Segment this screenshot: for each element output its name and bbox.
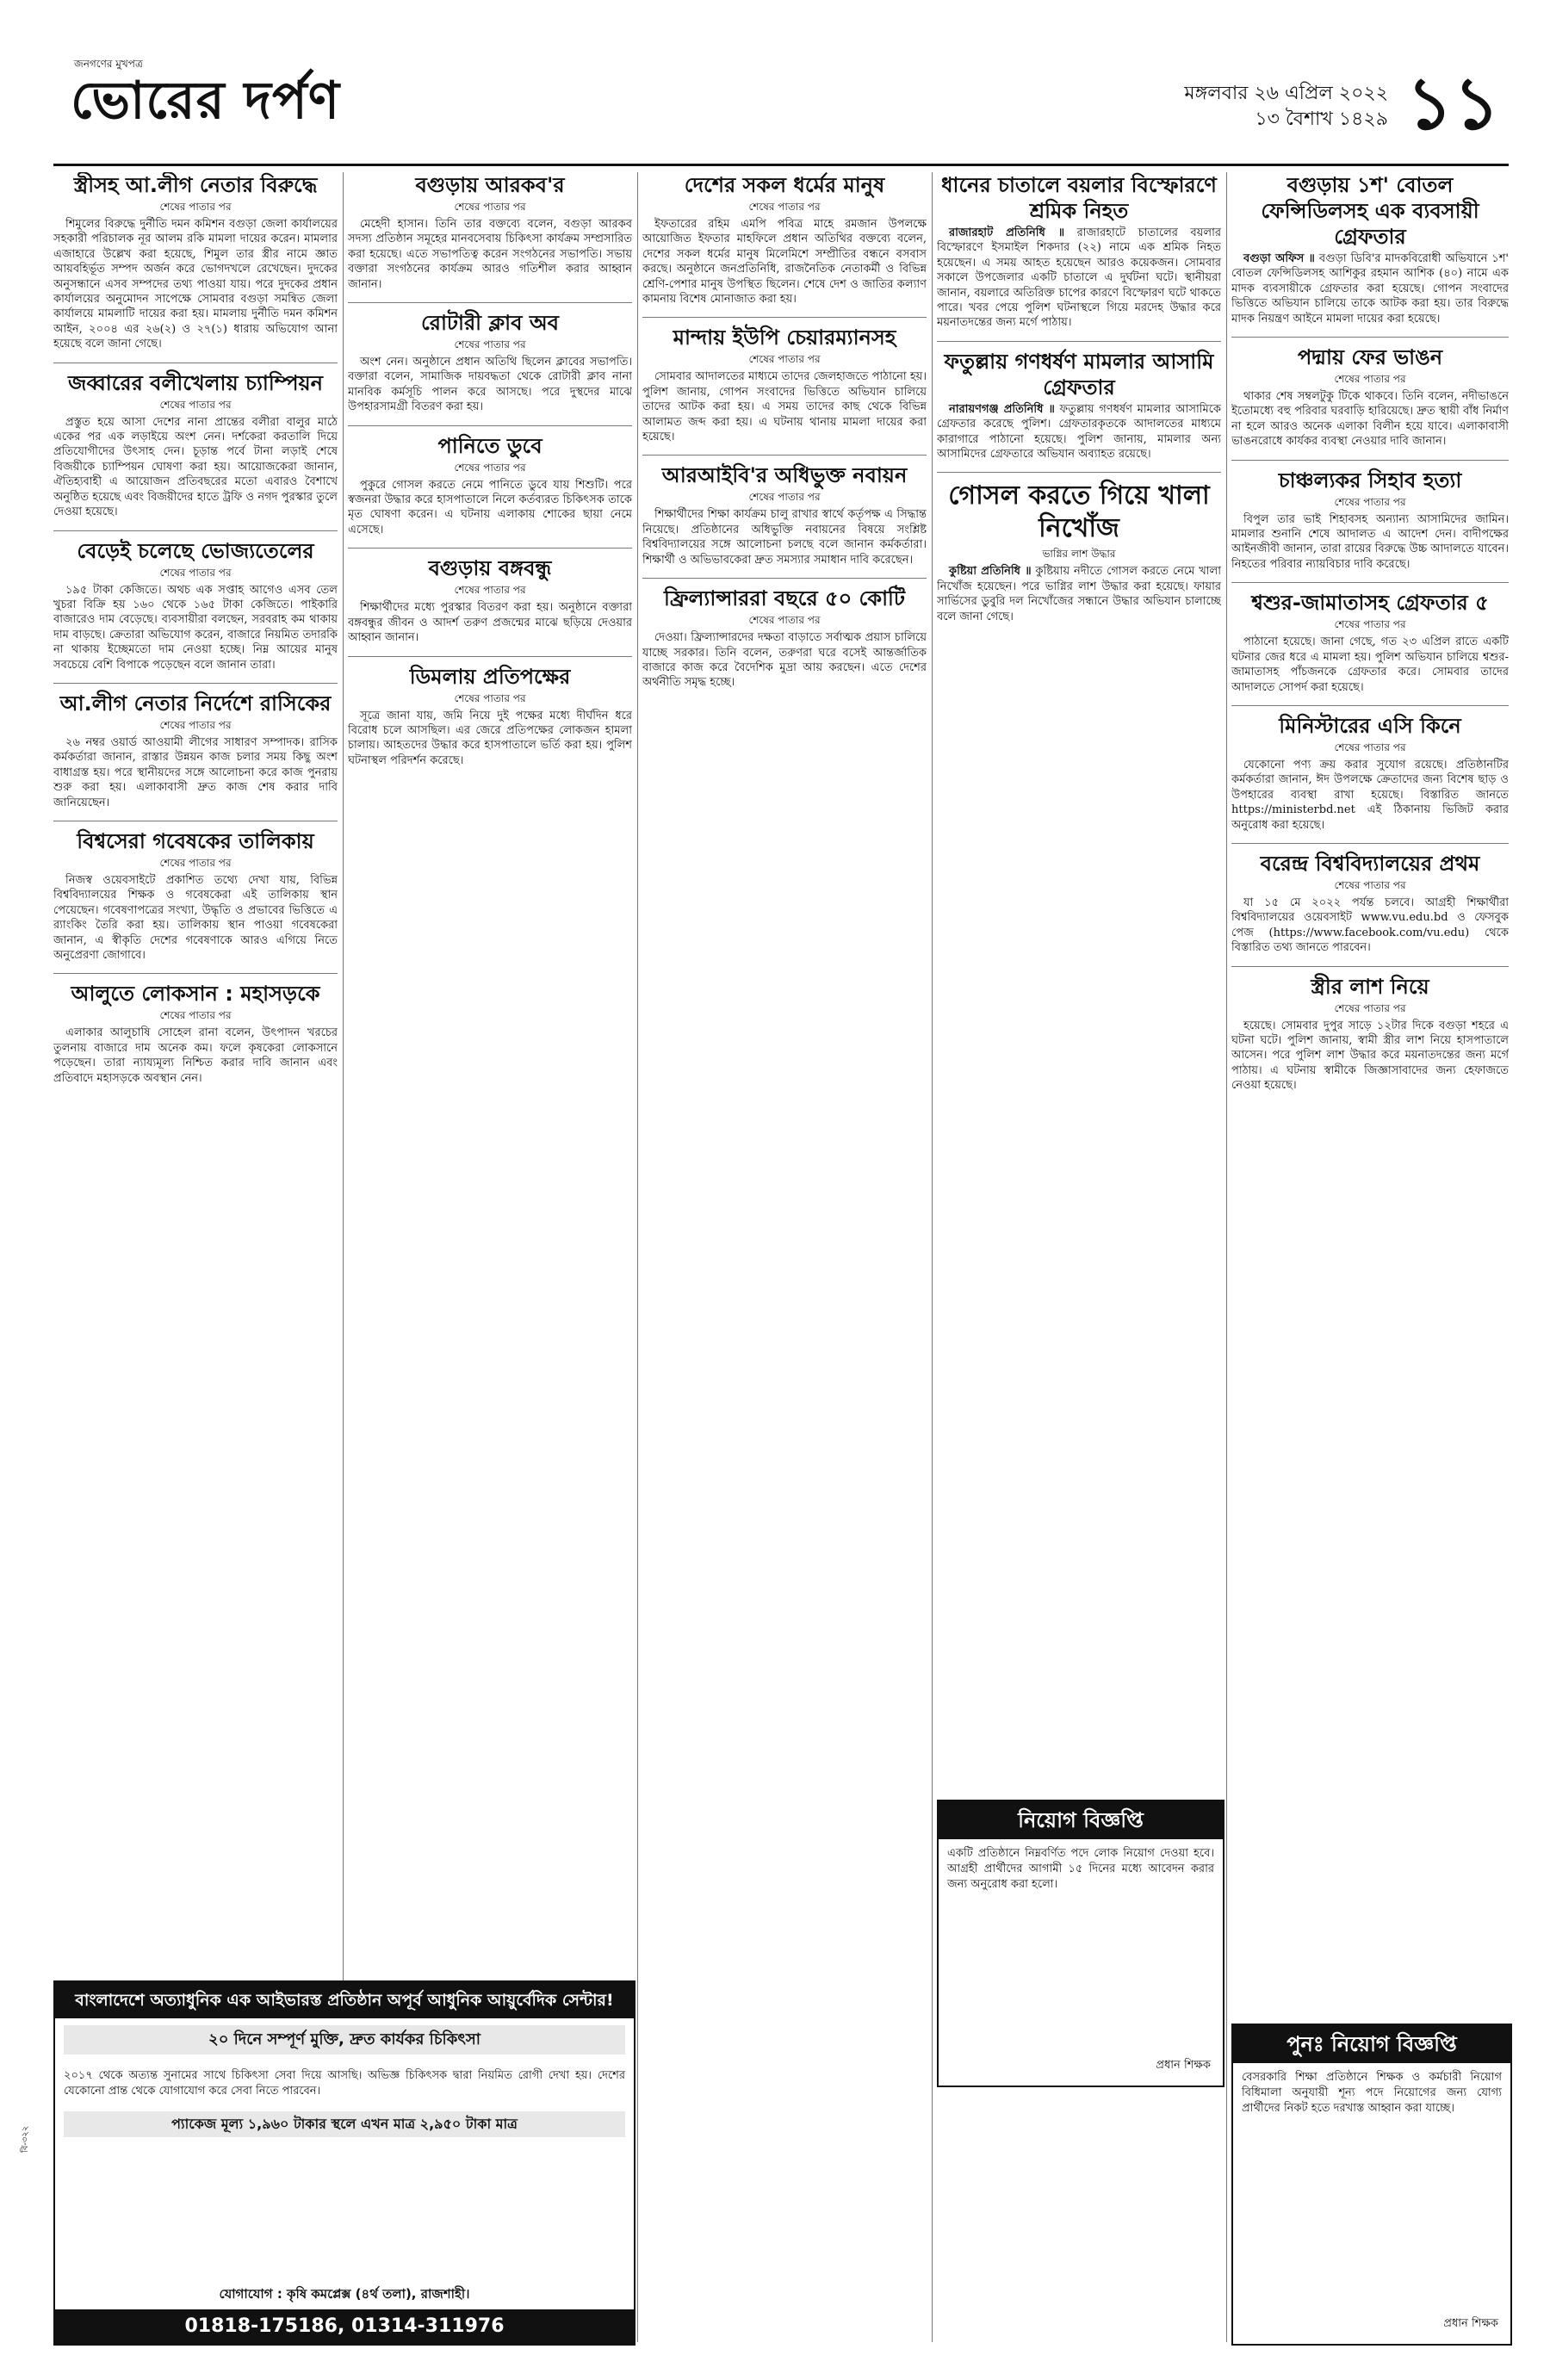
kicker: শেষের পাতার পর (454, 338, 526, 351)
story-body: বিপুল তার ভাই শিহাবসহ অন্যান্য আসামিদের জামিন। মামলার শুনানি শেষে আদালত এ আদেশ দেন। বাদীপক্ষের আইনজীবী জানান, তারা রায়ের বিরুদ্ধে উচ্চ আদালতে যাবেন। নিহতের পরিবার ন্যায়বিচার দাবি করেছে। (1231, 512, 1509, 571)
kicker: ভাগ্নির লাশ উদ্ধার (1042, 548, 1116, 561)
column-5 (1231, 172, 1509, 2015)
story-minister-ac (1231, 713, 1509, 833)
story-drowning (348, 433, 632, 538)
logo-tagline: জনগণের মুখপত্র (74, 58, 143, 70)
story-bangabandhu (348, 555, 632, 645)
kicker: শেষের পাতার পর (159, 201, 232, 213)
headline: শ্বশুর-জামাতাসহ গ্রেফতার ৫ (1251, 591, 1489, 616)
story-body: সূত্রে জানা যায়, জমি নিয়ে দুই পক্ষের মধ্যে দীর্ঘদিন ধরে বিরোধ চলে আসছিল। এর জেরে প্রতিপক্ষের লোকজন হামলা চালায়। আহতদের উদ্ধার করে হাসপাতালে ভর্তি করা হয়। পুলিশ ঘটনাস্থল পরিদর্শন করেছে। (348, 709, 632, 767)
kicker: শেষের পাতার পর (1334, 878, 1406, 891)
kicker: শেষের পাতার পর (748, 491, 821, 504)
ad-title: বাংলাদেশে অত্যাধুনিক এক আইভারস্ত প্রতিষ্ঠান অপূর্ব আধুনিক আয়ুর্বেদিক সেন্টার! (55, 1982, 634, 2018)
kicker: শেষের পাতার পর (1334, 495, 1406, 508)
masthead (53, 52, 1509, 166)
date-bengali: ১৩ বৈশাখ ১৪২৯ (1255, 108, 1388, 130)
byline: রাজারহাট প্রতিনিধি ॥ (949, 226, 1065, 239)
story-body: শিমুলের বিরুদ্ধে দুর্নীতি দমন কমিশন বগুড়া জেলা কার্যালয়ের সহকারী পরিচালক নূর আলম রকি মামলা দায়ের করেন। মামলার এজাহারে উল্লেখ করা হয়েছে, শিমুল তার স্ত্রীর নামে জ্ঞাত আয়বহির্ভূত সম্পদ অর্জন করে ভোগদখলে রেখেছেন। দুদকের অনুসন্ধানে এসব সম্পদের তথ্য পাওয়া যায়। পরে দুদকের প্রধান কার্যালয়ের অনুমোদন সাপেক্ষে সোমবার বগুড়া সমন্বিত জেলা কার্যালয়ে মামলাটি দায়ের করা হয়। মামলায় দুর্নীতি দমন কমিশন আইন, ২০০৪ এর ২৬(২) ও ২৭(১) ধারায় অভিযোগ আনা হয়েছে বলে জানা গেছে। (53, 218, 338, 351)
print-code: বি-৩২২ (21, 2125, 30, 2153)
kicker: শেষের পাতার পর (454, 691, 526, 704)
headline: বরেন্দ্র বিশ্ববিদ্যালয়ের প্রথম (1260, 851, 1480, 876)
story-body: রাজারহাটে চাতালের বয়লার বিস্ফোরণে ইসমাইল শিকদার (২২) নামে এক শ্রমিক নিহত হয়েছেন। এ সময় আহত হয়েছেন আরও কয়েকজন। সোমবার সকালে উপজেলার একটি চাতালে এ দুর্ঘটনা ঘটে। স্থানীয়রা জানান, বয়লারে অতিরিক্ত চাপের কারণে বিস্ফোরণ ঘটে থাকতে পারে। খবর পেয়ে পুলিশ ঘটনাস্থলে গিয়ে মরদেহ উদ্ধার করে ময়নাতদন্তের জন্য মর্গে পাঠায়। (937, 226, 1221, 330)
headline: স্ত্রীসহ আ.লীগ নেতার বিরুদ্ধে (73, 173, 318, 197)
headline: দেশের সকল ধর্মের মানুষ (684, 173, 885, 197)
kicker: শেষের পাতার পর (454, 201, 526, 213)
column-1 (53, 172, 338, 1968)
story-all-religions (642, 172, 927, 307)
kicker: শেষের পাতার পর (748, 353, 821, 366)
headline: বিশ্বসেরা গবেষকের তালিকায় (77, 828, 314, 853)
byline: নারায়ণগঞ্জ প্রতিনিধি ॥ (949, 402, 1055, 416)
headline: পানিতে ডুবে (437, 433, 542, 458)
story-body: হয়েছে। সোমবার দুপুর সাড়ে ১২টার দিকে বগুড়া শহরে এ ঘটনা ঘটে। পুলিশ জানায়, স্বামী স্ত্রীর লাশ নিয়ে হাসপাতালে আসেন। পরে পুলিশ লাশ উদ্ধার করে ময়নাতদন্তের জন্য মর্গে পাঠায়। এ ঘটনায় স্বামীকে জিজ্ঞাসাবাদের জন্য হেফাজতে নেওয়া হয়েছে। (1231, 1019, 1509, 1093)
headline: বেড়েই চলেছে ভোজ্যতেলের (77, 538, 314, 563)
story-body: দেওয়া। ফ্রিল্যান্সারদের দক্ষতা বাড়াতে সর্বাত্মক প্রয়াস চালিয়ে যাচ্ছে সরকার। তিনি বলেন, তরুণরা ঘরে বসেই আন্তর্জাতিক বাজারে কাজ করে বৈদেশিক মুদ্রা আয় করছেন। এতে দেশের অর্থনীতি সমৃদ্ধ হচ্ছে। (642, 631, 927, 690)
story-awami-league-leader (53, 172, 338, 352)
headline: আ.লীগ নেতার নির্দেশে রাসিকের (59, 691, 332, 716)
headline: ফ্রিল্যান্সাররা বছরে ৫০ কোটি (664, 586, 905, 611)
re-job-notice-advertisement (1231, 2024, 1512, 2346)
headline: গোসল করতে গিয়ে খালা নিখোঁজ (948, 480, 1210, 544)
story-bathing-missing (937, 480, 1221, 624)
headline: আলুতে লোকসান : মহাসড়কে (71, 982, 320, 1007)
column-2 (348, 172, 632, 1968)
story-body: প্রস্তুত হয়ে আসা দেশের নানা প্রান্তের বলীরা বালুর মাঠে একের পর এক লড়াইয়ে অংশ নেন। দর্শকেরা করতালি দিয়ে প্রতিযোগীদের উৎসাহ দেন। চূড়ান্ত পর্বে টানা লড়াই শেষে বিজয়ীকে চ্যাম্পিয়ন ঘোষণা করা হয়। আয়োজকেরা জানান, ঐতিহ্যবাহী এ আয়োজন প্রতিবছরের মতো এবারও বৈশাখে অনুষ্ঠিত হয়েছে এবং বিজয়ীদের হাতে ট্রফি ও নগদ পুরস্কার তুলে দেওয়া হয়েছে। (53, 415, 338, 519)
column-divider (932, 172, 933, 2342)
story-dimla (348, 664, 632, 769)
column-4 (937, 172, 1221, 1791)
story-rib-renewal (642, 462, 927, 567)
headline: বগুড়ায় বঙ্গবন্ধু (428, 556, 552, 581)
story-body: শিক্ষার্থীদের মধ্যে পুরস্কার বিতরণ করা হয়। অনুষ্ঠানে বক্তারা বঙ্গবন্ধুর জীবন ও আদর্শ তরুণ প্রজন্মের মাঝে ছড়িয়ে দেওয়ার আহ্বান জানান। (348, 601, 632, 645)
story-wife-body (1231, 974, 1509, 1094)
story-sihab-murder (1231, 468, 1509, 573)
headline: রোটারী ক্লাব অব (421, 311, 559, 336)
story-body: পাঠানো হয়েছে। জানা গেছে, গত ২৩ এপ্রিল রাতে একটি ঘটনার জের ধরে এ মামলা হয়। পুলিশ অভিযান চালিয়ে শ্বশুর-জামাতাসহ পাঁচজনকে গ্রেফতার করে। সোমবার তাদের আদালতে সোপর্দ করা হয়েছে। (1231, 635, 1509, 694)
brand-name: ভোরের দর্পণ (71, 71, 340, 131)
headline: ফতুল্লায় গণধর্ষণ মামলার আসামি গ্রেফতার (944, 349, 1214, 400)
column-3 (642, 172, 927, 2338)
byline: কুষ্টিয়া প্রতিনিধি ॥ (949, 565, 1032, 579)
story-bogura-arkob (348, 172, 632, 292)
story-phensedyl-arrest (1231, 172, 1509, 326)
story-rasik (53, 691, 338, 810)
ad-signer: প্রধান শিক্ষক (1156, 2059, 1211, 2072)
story-body: বগুড়া ডিবি'র মাদকবিরোধী অভিযানে ১শ' বোতল ফেন্সিডিলসহ আশিকুর রহমান আশিক (৪০) নামে এক মাদক ব্যবসায়ীকে গ্রেফতার করা হয়েছে। গোপন সংবাদের ভিত্তিতে অভিযান চালিয়ে তাকে আটক করা হয়। তার বিরুদ্ধে মাদক নিয়ন্ত্রণ আইনে মামলা দায়ের করা হয়েছে। (1231, 252, 1509, 325)
kicker: শেষের পাতার পর (159, 566, 232, 579)
kicker: শেষের পাতার পর (1334, 741, 1406, 753)
kicker: শেষের পাতার পর (159, 1009, 232, 1022)
story-body: ফতুল্লায় গণধর্ষণ মামলার আসামিকে গ্রেফতার করেছে পুলিশ। গ্রেফতারকৃতকে আদালতের মাধ্যমে কারাগারে পাঠানো হয়েছে। পুলিশ জানায়, মামলার অন্য আসামিদের গ্রেফতারে অভিযান অব্যাহত রয়েছে। (937, 402, 1221, 462)
headline: পদ্মায় ফের ভাঙন (1297, 345, 1443, 370)
kicker: শেষের পাতার পর (159, 856, 232, 869)
headline: ডিমলায় প্রতিপক্ষের (409, 664, 571, 689)
kicker: শেষের পাতার পর (159, 718, 232, 731)
ad-title: পুনঃ নিয়োগ বিজ্ঞপ্তি (1233, 2025, 1510, 2063)
story-freelancers (642, 586, 927, 691)
kicker: শেষের পাতার পর (748, 614, 821, 627)
story-in-laws-arrest (1231, 590, 1509, 695)
story-body: থাকার শেষ সম্বলটুকু টিকে থাকবে। তিনি বলেন, নদীভাঙনে ইতোমধ্যে বহু পরিবার ঘরবাড়ি হারিয়েছে। দ্রুত স্থায়ী বাঁধ নির্মাণ না হলে আরও অনেক এলাকা বিলীন হয়ে যাবে। এলাকাবাসী ভাঙনরোধে কার্যকর ব্যবস্থা নেওয়ার দাবি জানান। (1231, 390, 1509, 449)
story-body: ২৬ নম্বর ওয়ার্ড আওয়ামী লীগের সাধারণ সম্পাদক। রাসিক কর্মকর্তারা জানান, রাস্তার উন্নয়ন কাজ চলার সময় কিছু অংশ বাধাগ্রস্ত হয়। পরে স্থানীয়দের সঙ্গে আলোচনা করে কাজ পুনরায় শুরু করা হয়। এলাকাবাসী দ্রুত কাজ শেষ করার দাবি জানিয়েছেন। (53, 735, 338, 809)
headline: স্ত্রীর লাশ নিয়ে (1311, 974, 1429, 999)
story-body: সোমবার আদালতের মাধ্যমে তাদের জেলহাজতে পাঠানো হয়। পুলিশ জানায়, গোপন সংবাদের ভিত্তিতে অভিযান চালিয়ে তাদের আটক করা হয়। এ সময় তাদের কাছ থেকে বিভিন্ন আলামত জব্দ করা হয়। এ ঘটনায় থানায় মামলা দায়ের করা হয়েছে। (642, 370, 927, 444)
date-gregorian: মঙ্গলবার ২৬ এপ্রিল ২০২২ (1184, 83, 1388, 104)
story-potato-loss (53, 981, 338, 1086)
story-manda-chairman (642, 325, 927, 444)
story-researchers (53, 828, 338, 963)
story-body: এলাকার আলুচাষি সোহেল রানা বলেন, উৎপাদন খরচের তুলনায় বাজারে দাম অনেক কম। ফলে কৃষকেরা লোকসানে পড়েছেন। তারা ন্যায্যমূল্য নিশ্চিত করার দাবি জানান এবং প্রতিবাদে মহাসড়কে অবস্থান নেন। (53, 1026, 338, 1085)
kicker: শেষের পাতার পর (159, 398, 232, 411)
story-body: কুষ্টিয়ায় নদীতে গোসল করতে নেমে খালা নিখোঁজ হয়েছেন। পরে ভাগ্নির লাশ উদ্ধার করা হয়েছে। ফায়ার সার্ভিসের ডুবুরি দল নিখোঁজের সন্ধানে উদ্ধার অভিযান চালাচ্ছে বলে জানা গেছে। (937, 565, 1221, 623)
kicker: শেষের পাতার পর (454, 461, 526, 474)
kicker: শেষের পাতার পর (454, 584, 526, 597)
story-rotary-club (348, 310, 632, 415)
story-body: যেকোনো পণ্য ক্রয় করার সুযোগ রয়েছে। প্রতিষ্ঠানটির কর্মকর্তারা জানান, ঈদ উপলক্ষে ক্রেতাদের জন্য বিশেষ ছাড় ও উপহারের ব্যবস্থা রাখা হয়েছে। বিস্তারিত জানতে https://ministerbd.net এই ঠিকানায় ভিজিট করার অনুরোধ করা হয়েছে। (1231, 758, 1509, 832)
headline: বগুড়ায় ১শ' বোতল ফেন্সিডিলসহ এক ব্যবসায়ী গ্রেফতার (1261, 173, 1479, 249)
headline: মিনিস্টারের এসি কিনে (1279, 713, 1461, 738)
ad-phone: 01818-175186, 01314-311976 (55, 2309, 634, 2344)
headline: জব্বারের বলীখেলায় চ্যাম্পিয়ন (67, 370, 324, 395)
story-jabbar-wrestling (53, 370, 338, 520)
ad-price: প্যাকেজ মূল্য ১,৯৬০ টাকার স্থলে এখন মাত্র ২,৯৫০ টাকা মাত্র (64, 2111, 625, 2137)
headline: ধানের চাতালে বয়লার বিস্ফোরণে শ্রমিক নিহত (941, 173, 1217, 223)
page-number: ১১ (1405, 61, 1500, 146)
story-padma-erosion (1231, 344, 1509, 449)
column-divider (1226, 172, 1227, 2342)
story-body: নিজস্ব ওয়েবসাইটে প্রকাশিত তথ্যে দেখা যায়, বিভিন্ন বিশ্ববিদ্যালয়ের শিক্ষক ও গবেষকেরা এই তালিকায় স্থান পেয়েছেন। গবেষণাপত্রের সংখ্যা, উদ্ধৃতি ও প্রভাবের ভিত্তিতে এ র‌্যাংকিং তৈরি করা হয়। তালিকায় স্থান পাওয়া গবেষকেরা জানান, এ স্বীকৃতি দেশের গবেষণাকে আরও এগিয়ে নিতে অনুপ্রেরণা জোগাবে। (53, 873, 338, 962)
date-block (1184, 81, 1388, 133)
headline: আরআইবি'র অধিভুক্ত নবায়ন (661, 463, 908, 488)
ad-body: বেসরকারি শিক্ষা প্রতিষ্ঠানে শিক্ষক ও কর্মচারী নিয়োগ বিধিমালা অনুযায়ী শূন্য পদে নিয়োগের জন্য যোগ্য প্রার্থীদের নিকট হতে দরখাস্ত আহ্বান করা যাচ্ছে। (1242, 2071, 1502, 2115)
column-divider (637, 172, 638, 2342)
story-boiler-explosion (937, 172, 1221, 331)
ad-band: ২০ দিনে সম্পূর্ণ মুক্তি, দ্রুত কার্যকর চিকিৎসা (64, 2025, 625, 2055)
ad-signer: প্রধান শিক্ষক (1443, 2317, 1498, 2330)
story-body: পুকুরে গোসল করতে নেমে পানিতে ডুবে যায় শিশুটি। পরে স্বজনরা উদ্ধার করে হাসপাতালে নিলে কর্তব্যরত চিকিৎসক তাকে মৃত ঘোষণা করেন। এ ঘটনায় এলাকায় শোকের ছায়া নেমে এসেছে। (348, 478, 632, 536)
kicker: শেষের পাতার পর (748, 201, 821, 213)
story-fatullah-arrest (937, 349, 1221, 462)
story-body: ইফতারের রহিম এমপি পবিত্র মাহে রমজান উপলক্ষে আয়োজিত ইফতার মাহফিলে প্রধান অতিথির বক্তব্যে বলেন, দেশের সকল ধর্মের মানুষ মিলেমিশে সম্প্রীতির বন্ধনে বসবাস করছে। অনুষ্ঠানে জনপ্রতিনিধি, রাজনৈতিক নেতাকর্মী ও বিভিন্ন শ্রেণি-পেশার মানুষ উপস্থিত ছিলেন। শেষে দেশ ও জাতির কল্যাণ কামনায় বিশেষ মোনাজাত করা হয়। (642, 218, 927, 307)
story-varendra-university (1231, 851, 1509, 956)
byline: বগুড়া অফিস ॥ (1243, 252, 1315, 265)
story-body: অংশ নেন। অনুষ্ঠানে প্রধান অতিথি ছিলেন ক্লাবের সভাপতি। বক্তারা বলেন, সামাজিক দায়বদ্ধতা থেকে রোটারী ক্লাব নানা মানবিক কর্মসূচি পালন করে আসছে। পরে দুস্থদের মাঝে উপহারসামগ্রী বিতরণ করা হয়। (348, 356, 632, 414)
story-edible-oil (53, 538, 338, 672)
story-body: ১৯৫ টাকা কেজিতে। অথচ এক সপ্তাহ আগেও এসব তেল খুচরা বিক্রি হয় ১৬০ থেকে ১৬৫ টাকা কেজিতে। পাইকারি বাজারেও দাম বেড়েছে। ব্যবসায়ীরা বলছেন, সরবরাহ কম থাকায় দাম বাড়ছে। ক্রেতারা অভিযোগ করেন, বাজারে নিয়মিত তদারকি না থাকায় ইচ্ছেমতো দাম নেওয়া হচ্ছে। নিম্ন আয়ের মানুষ সবচেয়ে বেশি বিপাকে পড়েছেন বলে জানান তারা। (53, 583, 338, 672)
headline: বগুড়ায় আরকব'র (415, 173, 565, 197)
kicker: শেষের পাতার পর (1334, 373, 1406, 386)
ad-body: একটি প্রতিষ্ঠানে নিম্নবর্ণিত পদে লোক নিয়োগ দেওয়া হবে। আগ্রহী প্রার্থীদের আগামী ১৫ দিনের মধ্যে আবেদন করার জন্য অনুরোধ করা হলো। (947, 1847, 1214, 1891)
story-body: মেহেদী হাসান। তিনি তার বক্তব্যে বলেন, বগুড়া আরকব সদস্য প্রতিষ্ঠান সমূহের মানবসেবায় চিকিৎসা কার্যক্রম সম্প্রসারিত করা হয়েছে। এতে সভাপতিত্ব করেন সংগঠনের সভাপতি। সভায় বক্তারা সংগঠনের কার্যক্রম আরও গতিশীল করার আহ্বান জানান। (348, 218, 632, 291)
job-notice-advertisement (937, 1800, 1224, 2087)
newspaper-page (21, 52, 1509, 2342)
clinic-advertisement (53, 1980, 636, 2346)
ad-title: নিয়োগ বিজ্ঞপ্তি (939, 1801, 1223, 1839)
kicker: শেষের পাতার পর (1334, 1001, 1406, 1014)
ad-body: ২০১৭ থেকে অত্যন্ত সুনামের সাথে চিকিৎসা সেবা দিয়ে আসছি। অভিজ্ঞ চিকিৎসক দ্বারা নিয়মিত রোগী দেখা হয়। দেশের যেকোনো প্রান্ত থেকে যোগাযোগ করে সেবা নিতে পারবেন। (64, 2069, 625, 2098)
newspaper-logo (71, 58, 363, 139)
headline: মান্দায় ইউপি চেয়ারম্যানসহ (673, 325, 896, 350)
kicker: শেষের পাতার পর (1334, 618, 1406, 631)
ad-address: যোগাযোগ : কৃষি কমপ্লেক্স (৪র্থ তলা), রাজশাহী। (219, 2286, 470, 2302)
story-body: শিক্ষার্থীদের শিক্ষা কার্যক্রম চালু রাখার স্বার্থে কর্তৃপক্ষ এ সিদ্ধান্ত নিয়েছে। প্রতিষ্ঠানের অধিভুক্তি নবায়নের বিষয়ে সংশ্লিষ্ট বিশ্ববিদ্যালয়ের সঙ্গে আলোচনা চলছে বলে জানান কর্মকর্তারা। শিক্ষার্থী ও অভিভাবকেরা দ্রুত সমস্যার সমাধান দাবি করেছেন। (642, 508, 927, 567)
column-divider (343, 172, 344, 1980)
headline: চাঞ্চল্যকর সিহাব হত্যা (1278, 468, 1462, 493)
story-body: যা ১৫ মে ২০২২ পর্যন্ত চলবে। আগ্রহী শিক্ষার্থীরা বিশ্ববিদ্যালয়ের ওয়েবসাইট www.vu.edu.bd ও ফেসবুক পেজ (https://www.facebook.com/vu.edu) থেকে বিস্তারিত তথ্য জানতে পারবেন। (1231, 896, 1509, 955)
